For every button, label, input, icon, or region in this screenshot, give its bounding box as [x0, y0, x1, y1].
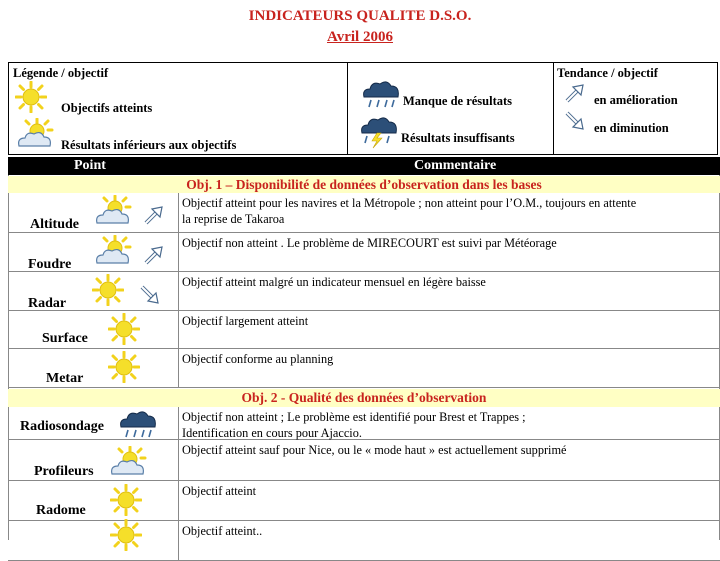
column-divider — [178, 311, 179, 348]
page-subtitle: Avril 2006 — [327, 29, 393, 45]
table-row — [8, 233, 720, 272]
row-comment: Objectif atteint malgré un indicateur mensuel en légère baisse — [182, 275, 486, 289]
row-comment: Objectif atteint.. — [182, 524, 263, 538]
arrow-up-right-icon — [565, 83, 585, 103]
row-comment: la reprise de Takaroa — [182, 212, 285, 226]
table-row — [8, 440, 720, 481]
column-divider — [178, 349, 179, 387]
column-divider — [178, 193, 179, 232]
row-comment: Objectif largement atteint — [182, 314, 309, 328]
table-header — [8, 157, 720, 175]
section-title: Obj. 1 – Disponibilité de données d’observation dans les bases — [8, 176, 720, 193]
sun-cloud-icon — [108, 446, 148, 482]
row-comment: Objectif atteint pour les navires et la Métropole ; non atteint pour l’O.M., toujours en attente — [182, 196, 637, 210]
storm-cloud-icon — [359, 113, 399, 149]
column-divider — [178, 481, 179, 520]
row-point-name: Radar — [28, 296, 67, 311]
row-point-name: Altitude — [30, 217, 79, 232]
legend-label-achieved: Objectifs atteints — [61, 101, 153, 115]
sun-icon — [108, 351, 140, 383]
sun-cloud-icon — [93, 195, 133, 231]
column-divider — [178, 521, 179, 560]
arrow-down-right-icon — [565, 111, 585, 131]
section-title: Obj. 2 - Qualité des données d’observation — [8, 389, 720, 407]
legend-label-missing: Manque de résultats — [403, 94, 513, 108]
row-point-name: Surface — [42, 331, 88, 346]
column-divider — [178, 233, 179, 271]
row-comment: Objectif non atteint . Le problème de MIRECOURT est suivi par Météorage — [182, 236, 557, 250]
sun-cloud-icon — [15, 118, 55, 150]
page-title: INDICATEURS QUALITE D.S.O. — [248, 8, 472, 24]
legend-label-insufficient: Résultats insuffisants — [401, 131, 515, 145]
header-comment: Commentaire — [414, 158, 497, 173]
rain-cloud-icon — [361, 77, 401, 111]
column-divider — [178, 407, 179, 439]
trend-heading: Tendance / objectif — [557, 66, 658, 80]
legend-label-below: Résultats inférieurs aux objectifs — [61, 138, 237, 152]
sun-icon — [110, 484, 142, 516]
sun-icon — [15, 81, 47, 113]
header-point: Point — [74, 158, 106, 173]
legend-heading: Légende / objectif — [13, 66, 109, 80]
table-row — [8, 481, 720, 521]
sun-icon — [108, 313, 140, 345]
table-row — [8, 311, 720, 349]
table-row — [8, 272, 720, 311]
row-point-name: Radome — [36, 503, 86, 518]
arrow-up-right-icon — [144, 205, 164, 225]
row-point-name: Radiosondage — [20, 419, 105, 434]
row-comment: Objectif atteint sauf pour Nice, ou le « mode haut » est actuellement supprimé — [182, 443, 567, 457]
row-comment: Objectif atteint — [182, 484, 257, 498]
sun-icon — [92, 274, 124, 306]
row-point-name: Foudre — [28, 257, 72, 272]
row-comment: Identification en cours pour Ajaccio. — [182, 426, 362, 440]
sun-icon — [110, 519, 142, 551]
table-row — [8, 521, 720, 561]
column-divider — [178, 440, 179, 480]
table-row — [8, 349, 720, 388]
table-row — [8, 407, 720, 440]
row-point-name: Metar — [46, 371, 84, 386]
row-comment: Objectif non atteint ; Le problème est identifié pour Brest et Trappes ; — [182, 410, 526, 424]
trend-label-up: en amélioration — [594, 93, 678, 107]
arrow-down-right-icon — [140, 285, 160, 305]
legend-box — [8, 62, 718, 155]
column-divider — [178, 272, 179, 310]
row-comment: Objectif conforme au planning — [182, 352, 334, 366]
table-row — [8, 193, 720, 233]
row-point-name: Profileurs — [34, 464, 94, 479]
arrow-up-right-icon — [144, 245, 164, 265]
trend-label-down: en diminution — [594, 121, 669, 135]
rain-cloud-icon — [118, 407, 158, 443]
sun-cloud-icon — [93, 235, 133, 271]
